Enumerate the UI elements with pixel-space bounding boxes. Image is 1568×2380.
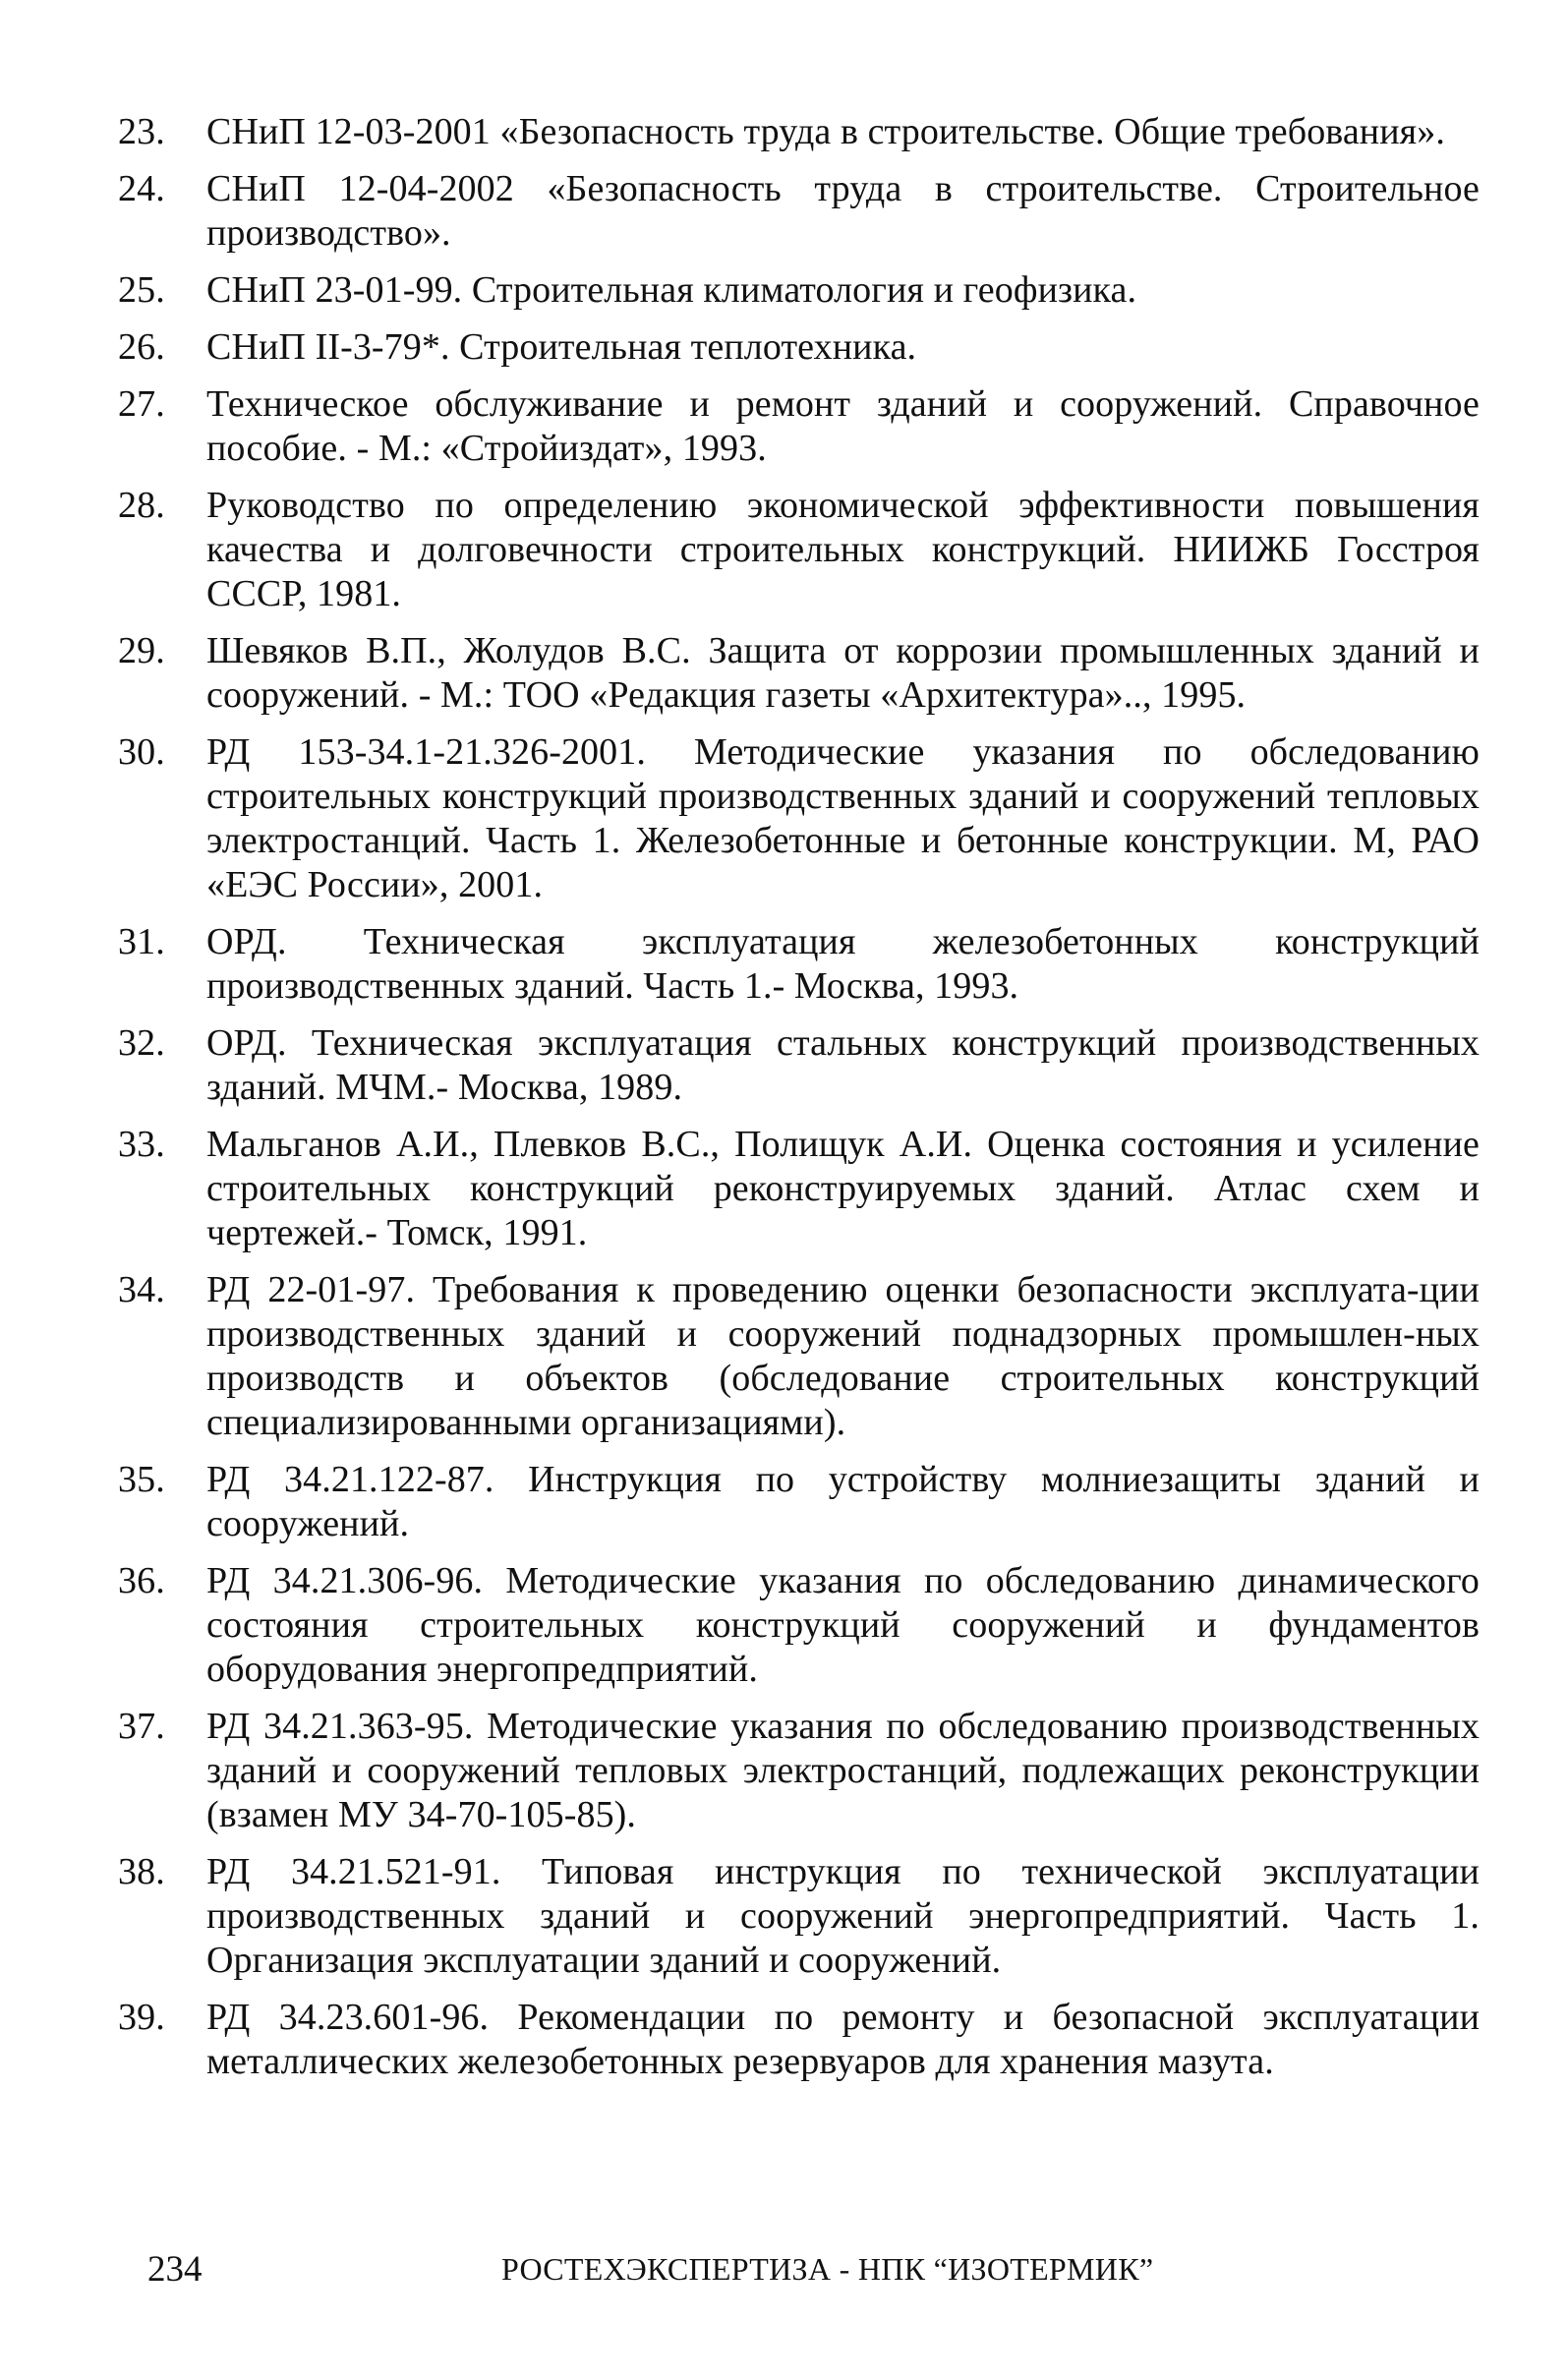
reference-item — [118, 325, 1480, 370]
reference-text: СНиП 23-01-99. Строительная климатология и геофизика. — [206, 269, 1137, 311]
reference-number: 27. — [118, 383, 165, 425]
reference-number: 30. — [118, 731, 165, 773]
page-footer — [147, 2248, 1480, 2297]
reference-number: 31. — [118, 921, 165, 962]
reference-text: РД 34.21.122-87. Инструкция по устройству молниезащиты зданий и сооружений. — [206, 1459, 1480, 1544]
reference-number: 32. — [118, 1022, 165, 1064]
reference-text: Мальганов А.И., Плевков В.С., Полищук А.И. Оценка состояния и усиление строительных конструкций реконструируемых зданий. Атлас схем и чертежей.- Томск, 1991. — [206, 1124, 1480, 1253]
reference-number: 36. — [118, 1560, 165, 1601]
reference-item — [118, 1458, 1480, 1546]
reference-text: Руководство по определению экономической эффективности повышения качества и долговечности строительных конструкций. НИИЖБ Госстроя СССР, 1981. — [206, 485, 1480, 614]
reference-number: 26. — [118, 326, 165, 368]
reference-item — [118, 1559, 1480, 1692]
reference-number: 38. — [118, 1851, 165, 1892]
reference-item — [118, 1705, 1480, 1837]
reference-number: 35. — [118, 1459, 165, 1500]
reference-text: РД 22-01-97. Требования к проведению оценки безопасности эксплуата-ции производственных зданий и сооружений поднадзорных промышлен-ных производств и объектов (обследование строительных конструкций специализированными организациями). — [206, 1269, 1480, 1443]
reference-text: РД 34.23.601-96. Рекомендации по ремонту и безопасной эксплуатации металлических железобетонных резервуаров для хранения мазута. — [206, 1997, 1480, 2082]
reference-text: РД 34.21.521-91. Типовая инструкция по технической эксплуатации производственных зданий и сооружений энергопредприятий. Часть 1. Организация эксплуатации зданий и сооружений. — [206, 1851, 1480, 1981]
reference-number: 29. — [118, 630, 165, 671]
reference-number: 34. — [118, 1269, 165, 1310]
reference-text: ОРД. Техническая эксплуатация железобетонных конструкций производственных зданий. Часть 1.- Москва, 1993. — [206, 921, 1480, 1007]
reference-number: 24. — [118, 168, 165, 209]
reference-item — [118, 268, 1480, 313]
reference-number: 28. — [118, 485, 165, 526]
reference-item — [118, 1850, 1480, 1983]
reference-text: РД 34.21.363-95. Методические указания по обследованию производственных зданий и сооружений тепловых электростанций, подлежащих реконструкции (взамен МУ 34-70-105-85). — [206, 1706, 1480, 1835]
reference-number: 23. — [118, 111, 165, 152]
reference-number: 33. — [118, 1124, 165, 1165]
reference-text: Шевяков В.П., Жолудов В.С. Защита от коррозии промышленных зданий и сооружений. - М.: ТОО «Редакция газеты «Архитектура».., 1995. — [206, 630, 1480, 716]
reference-item — [118, 167, 1480, 256]
reference-text: РД 34.21.306-96. Методические указания по обследованию динамического состояния строительных конструкций сооружений и фундаментов оборудования энергопредприятий. — [206, 1560, 1480, 1690]
reference-number: 37. — [118, 1706, 165, 1747]
reference-number: 39. — [118, 1997, 165, 2038]
reference-item — [118, 1996, 1480, 2084]
reference-number: 25. — [118, 269, 165, 311]
reference-item — [118, 484, 1480, 616]
reference-text: СНиП II-3-79*. Строительная теплотехника. — [206, 326, 917, 368]
reference-item — [118, 920, 1480, 1009]
reference-item — [118, 1021, 1480, 1110]
reference-item — [118, 1123, 1480, 1255]
reference-list — [118, 110, 1480, 2097]
reference-item — [118, 382, 1480, 471]
running-footer: РОСТЕХЭКСПЕРТИЗА - НПК “ИЗОТЕРМИК” — [501, 2251, 1154, 2287]
reference-text: РД 153-34.1-21.326-2001. Методические указания по обследованию строительных конструкций производственных зданий и сооружений тепловых электростанций. Часть 1. Железобетонные и бетонные конструкции. М, РАО «ЕЭС России», 2001. — [206, 731, 1480, 905]
reference-item — [118, 110, 1480, 154]
reference-item — [118, 629, 1480, 718]
reference-text: ОРД. Техническая эксплуатация стальных конструкций производственных зданий. МЧМ.- Москва, 1989. — [206, 1022, 1480, 1108]
reference-text: СНиП 12-04-2002 «Безопасность труда в строительстве. Строительное производство». — [206, 168, 1480, 254]
reference-text: СНиП 12-03-2001 «Безопасность труда в строительстве. Общие требования». — [206, 111, 1445, 152]
page-number: 234 — [147, 2249, 203, 2290]
reference-text: Техническое обслуживание и ремонт зданий и сооружений. Справочное пособие. - М.: «Стройиздат», 1993. — [206, 383, 1480, 469]
reference-item — [118, 730, 1480, 907]
reference-item — [118, 1268, 1480, 1445]
